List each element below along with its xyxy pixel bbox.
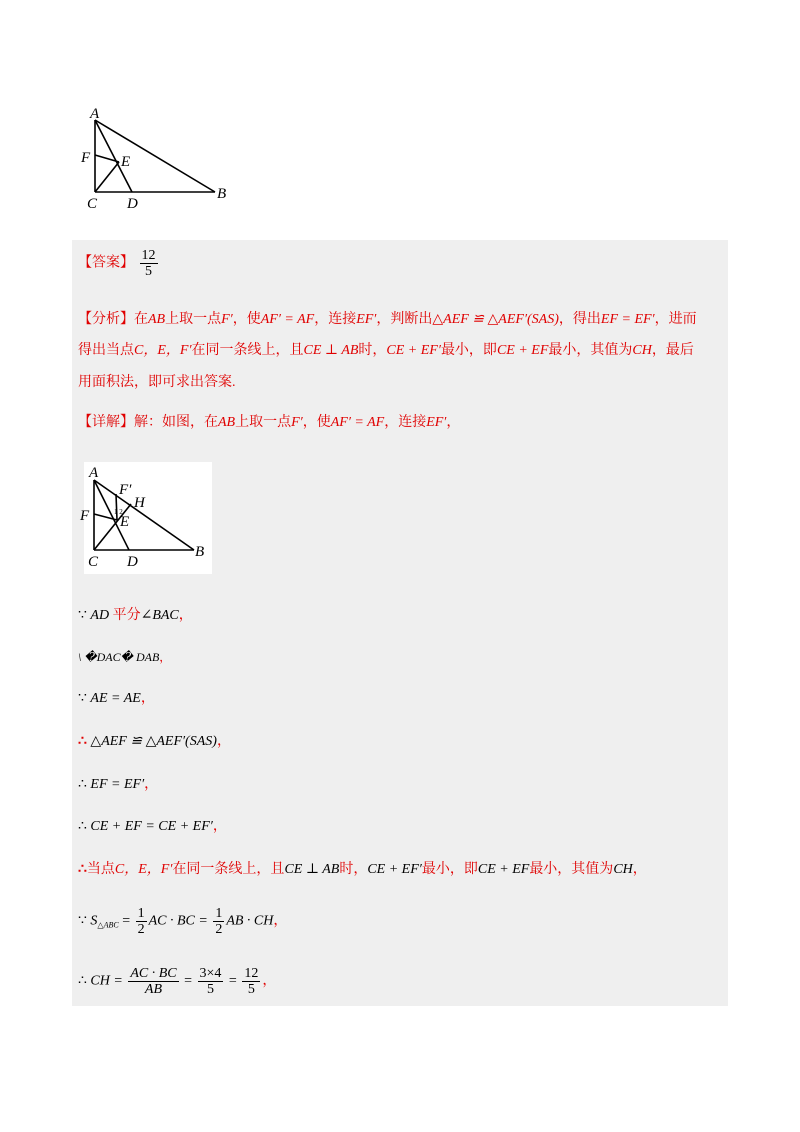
half-fraction-1: $\frac{1}{2}$ [137,906,145,937]
segment-ce [95,162,119,192]
triangle-figure-1 [70,100,250,218]
detail-tag: 【详解】 [78,415,134,430]
analysis-line-2: 得出当点C，E，F′在同一条线上，且CE ⊥ AB时，CE + EF′最小，即CE + EF最小，其值为CH，最后 [78,343,694,358]
label-a: A [90,106,100,122]
angle-marks: 1 2 [114,508,123,516]
detail-line-1: 【详解】解：如图，在AB上取一点F′，使AF′ = AF，连接EF′， [78,415,461,430]
answer-tag: 【答案】 [78,255,134,271]
analysis-line-3: 用面积法，即可求出答案. [78,375,236,390]
label-d: D [127,196,138,212]
answer-fraction [140,248,158,279]
step-1: ∵ AD 平分∠BAC， [78,608,193,623]
segment-fpe [116,494,117,520]
label-b: B [195,544,205,560]
fraction-12-5: $\frac{12}{5}$ [244,966,259,997]
label-h: H [134,495,145,511]
label-a: A [89,465,99,481]
label-f: F [81,150,91,166]
label-f: F [80,508,90,524]
half-fraction-2: $\frac{1}{2}$ [215,906,223,937]
triangle-figure-2-frame [80,462,212,574]
answer-numerator: 12 [141,248,156,263]
label-e: E [121,154,131,170]
step-2: \ �DAC� DAB， [78,650,172,664]
label-e: E [120,514,130,530]
step-3: ∵ AE = AE， [78,691,155,706]
step-7: ∴当点C，E，F′在同一条线上，且CE ⊥ AB时，CE + EF′最小，即CE + EF最小，其值为CH， [78,862,647,877]
answer-denominator: 5 [145,264,152,279]
fraction-3x4-5: $\frac{3\times 4}{5}$ [199,966,222,997]
triangle-figure-2 [80,462,212,574]
step-4: ∴ △AEF ≌ △AEF′(SAS)， [78,734,231,749]
label-c: C [88,554,99,570]
step-9: ∴ CH = $\frac{AC \cdot BC}{AB}$ = $\frac{3\times 4}{5}$ = $\frac{12}{5}$ ， [78,966,277,997]
label-f-prime: F′ [119,482,132,498]
answer-line [78,248,160,279]
analysis-line-1: 【分析】在AB上取一点F′，使AF′ = AF，连接EF′，判断出△AEF ≌ △AEF′(SAS)，得出EF = EF′，进而 [78,312,697,327]
step-5: ∴ EF = EF′， [78,777,159,792]
label-c: C [87,196,98,212]
fraction-acbc-ab: $\frac{AC \cdot BC}{AB}$ [130,966,177,997]
label-b: B [217,186,227,202]
segment-ab [94,480,194,550]
step-6: ∴ CE + EF = CE + EF′， [78,819,227,834]
step-8: ∵ $S_{\triangle ABC}$ = $\frac{1}{2}$ AC · BC = $\frac{1}{2}$ AB · CH， [78,906,288,937]
analysis-tag: 【分析】 [78,312,134,327]
label-d: D [127,554,138,570]
